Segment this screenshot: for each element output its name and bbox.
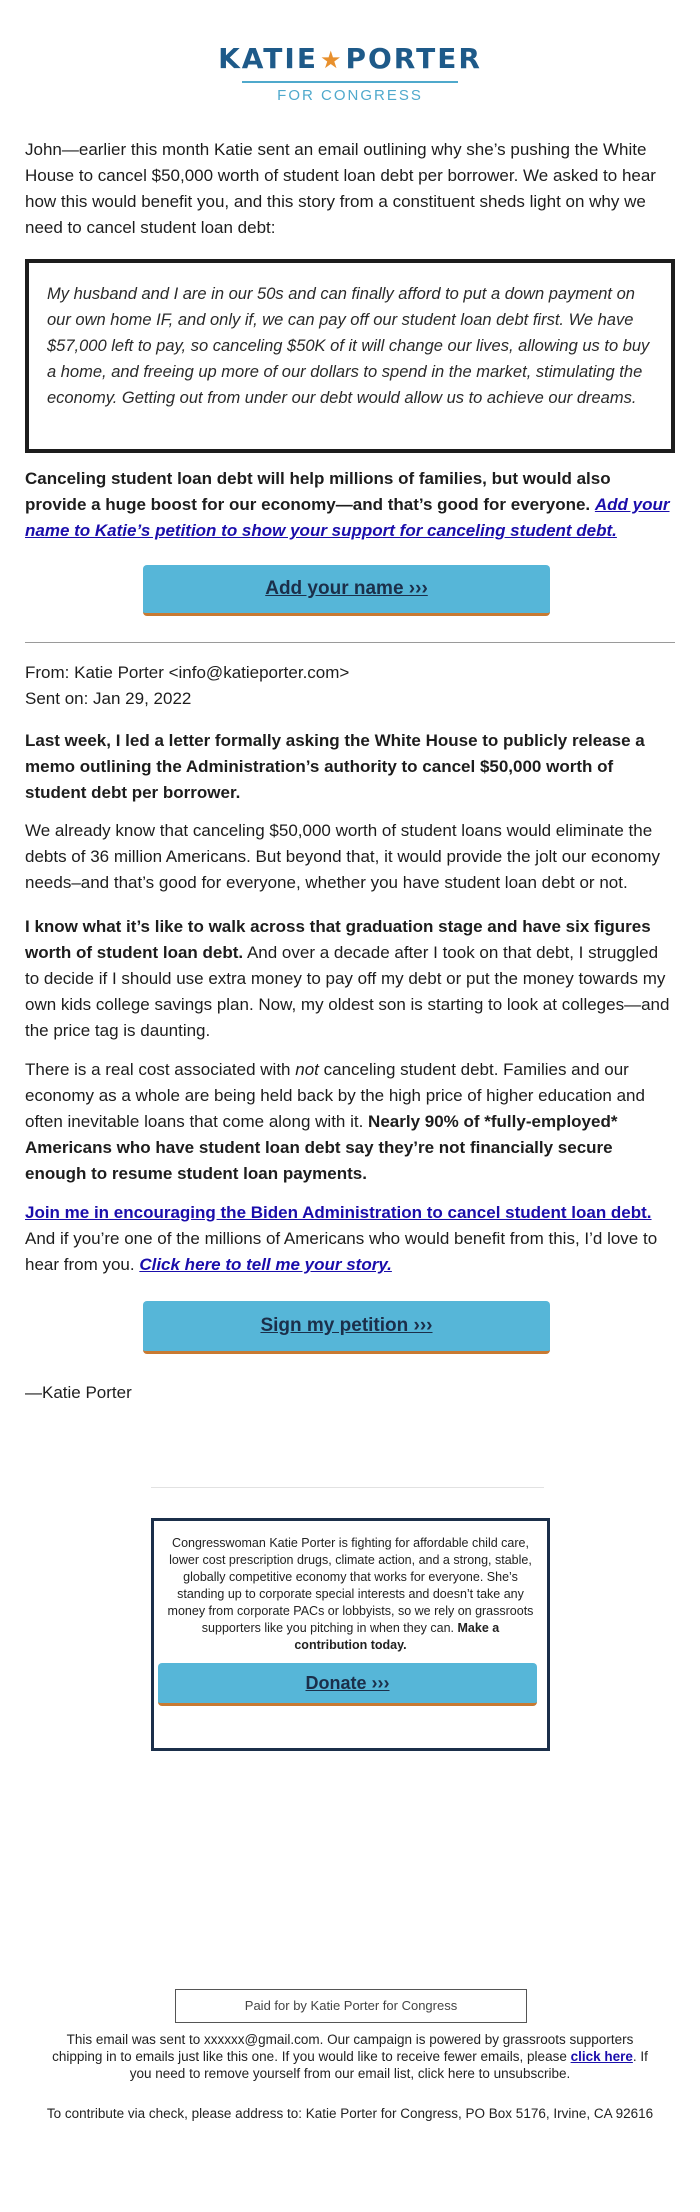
logo-divider — [242, 81, 458, 83]
logo-name-left: KATIE — [218, 42, 318, 75]
letter-paragraph: Last week, I led a letter formally asking the White House to publicly release a memo outlining the Administration’s authority to cancel $50,000 worth of student debt per borrower. — [25, 731, 645, 802]
footer-address: To contribute via check, please address to: Katie Porter for Congress, PO Box 5176, Irvine, CA 92616 — [46, 2106, 654, 2121]
footer-text-b: . If you need to remove yourself from our email list, click here to unsubscribe. — [129, 2049, 648, 2081]
donate-box — [151, 1518, 550, 1751]
economy-paragraph: We already know that canceling $50,000 worth of student loans would eliminate the debts of 36 million Americans. But beyond that, it would provide the jolt our economy needs–and that’s good for everyone, whether you have student loan debt or not. — [25, 821, 661, 892]
join-text: And if you’re one of the millions of Americans who would benefit from this, I’d love to hear from you. — [25, 1229, 658, 1274]
cost-bold: Nearly 90% of *fully-employed* Americans who have student loan debt say they’re not financially secure enough to resume student loan payments. — [25, 1112, 618, 1183]
constituent-quote: My husband and I are in our 50s and can finally afford to put a down payment on our own home IF, and only if, we can pay off our student loan debt first. We have $57,000 left to pay, so canceling $50K of it will change our lives, allowing us to buy a home, and freeing up more of our dollars to spend in the market, stimulating the economy. Getting out from under our debt would allow us to achieve our dreams. — [47, 285, 650, 407]
cost-emphasis: not — [295, 1060, 319, 1079]
donate-body: Congresswoman Katie Porter is fighting for affordable child care, lower cost prescription drugs, climate action, and a strong, stable, globally competitive economy that works for everyone. She’s standing up to corporate special interests and doesn’t take any money from corporate PACs or lobbyists, so we rely on grassroots supporters like you pitching in when they can. — [167, 1536, 534, 1635]
graduation-bold: I know what it’s like to walk across that graduation stage and have six figures worth of student loan debt. — [25, 917, 651, 962]
logo-wordmark — [0, 42, 700, 77]
star-icon: ★ — [319, 46, 344, 74]
sign-petition-button[interactable]: Sign my petition ››› — [143, 1301, 550, 1354]
divider — [25, 642, 675, 643]
graduation-rest: And over a decade after I took on that debt, I struggled to decide if I should use extra money to pay off my debt or put the money towards my own kids college savings plan. Now, my oldest son is starting to look at colleges—and the price tag is daunting. — [25, 943, 670, 1040]
constituent-quote-box — [25, 259, 675, 453]
logo-subtitle: FOR CONGRESS — [277, 87, 423, 104]
petition-link[interactable]: Add your name to Katie’s petition to show your support for canceling student debt. — [25, 495, 670, 540]
tell-story-link[interactable]: Click here to tell me your story. — [139, 1255, 392, 1274]
donate-text — [166, 1535, 535, 1654]
from-line: From: Katie Porter <info@katieporter.com> — [25, 663, 350, 682]
paid-for-box: Paid for by Katie Porter for Congress — [175, 1989, 527, 2023]
graduation-paragraph — [25, 914, 675, 1044]
fewer-emails-link[interactable]: click here — [570, 2049, 633, 2064]
donate-button[interactable]: Donate ››› — [158, 1663, 537, 1706]
cost-text-b: canceling student debt. Families and our economy as a whole are being held back by the high price of higher education and often inevitable loans that come along with it. — [25, 1060, 645, 1131]
footer-text: This email was sent to xxxxxx@gmail.com. Our campaign is powered by grassroots supporters chipping in to emails just like this one. If you would like to receive fewer emails, please — [52, 2032, 634, 2064]
signoff: —Katie Porter — [25, 1383, 132, 1402]
logo-name-right: PORTER — [345, 42, 482, 75]
join-link[interactable]: Join me in encouraging the Biden Administration to cancel student loan debt. — [25, 1203, 652, 1222]
intro-paragraph: John—earlier this month Katie sent an email outlining why she’s pushing the White House to cancel $50,000 worth of student loan debt per borrower. We asked to hear how this would benefit you, and this story from a constituent sheds light on why we need to cancel student loan debt: — [25, 140, 656, 237]
cost-text-a: There is a real cost associated with — [25, 1060, 296, 1079]
add-your-name-button[interactable]: Add your name ››› — [143, 565, 550, 616]
cost-paragraph — [25, 1057, 675, 1187]
donate-bold: Make a contribution today. — [294, 1621, 500, 1652]
donate-divider — [151, 1487, 544, 1488]
join-paragraph — [25, 1200, 675, 1278]
callout-bold: Canceling student loan debt will help millions of families, but would also provide a huge boost for our economy—and that’s good for everyone. — [25, 469, 611, 514]
sent-line: Sent on: Jan 29, 2022 — [25, 689, 192, 708]
campaign-logo — [0, 42, 700, 105]
footer-notice — [40, 2031, 660, 2082]
callout-paragraph — [25, 466, 675, 544]
